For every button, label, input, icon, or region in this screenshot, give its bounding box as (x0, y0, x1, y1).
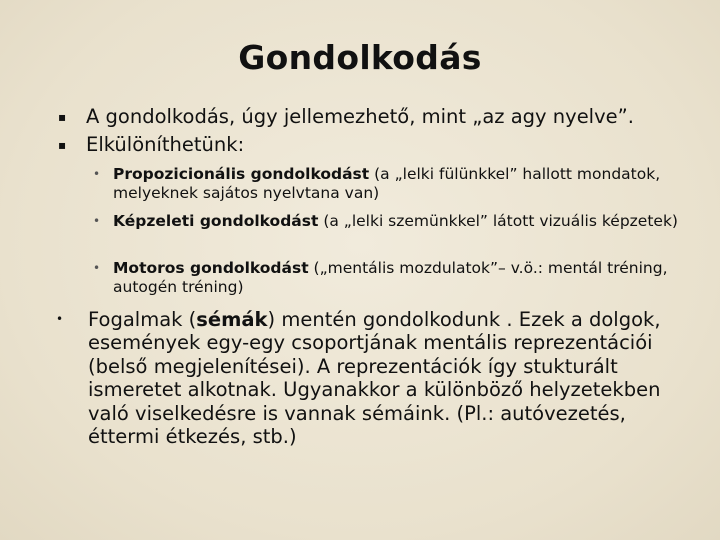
dot-bullet-icon: • (93, 214, 101, 228)
square-bullet-icon: ▪ (58, 138, 67, 152)
bullet-item (58, 132, 245, 158)
paragraph-text-rest: ) mentén gondolkodunk . Ezek a dolgok, események egy-egy csoportjának mentális reprezentációi (belső megjelenítései). A reprezentációk így stukturált ismeretet alkotnak. Ugyanakkor a különböző helyzetekben való viselkedésre is vannak sémáink. (Pl.: autóvezetés, éttermi étkezés, stb.) (88, 308, 661, 449)
sub-item-term: Motoros gondolkodást (113, 259, 309, 277)
square-bullet-icon: ▪ (58, 110, 67, 124)
sub-item-term: Képzeleti gondolkodást (113, 212, 319, 230)
dot-bullet-icon: • (56, 312, 64, 326)
paragraph-text-start: Fogalmak ( (88, 308, 197, 331)
dot-bullet-icon: • (93, 261, 101, 275)
paragraph-item (56, 308, 688, 449)
bullet-item (58, 104, 634, 130)
sub-item-description: (a „lelki fülünkkel” hallott mondatok, melyeknek sajátos nyelvtana van) (113, 165, 661, 202)
bullet-text: A gondolkodás, úgy jellemezhető, mint „az agy nyelve”. (86, 105, 634, 128)
sub-item-description: (a „lelki szemünkkel” látott vizuális képzetek) (318, 212, 678, 230)
sub-item-description: („mentális mozdulatok”– v.ö.: mentál tréning, autogén tréning) (113, 259, 668, 296)
bullet-text: Elkülöníthetünk: (86, 133, 245, 156)
sub-item-term: Propozicionális gondolkodást (113, 165, 370, 183)
dot-bullet-icon: • (93, 167, 101, 181)
paragraph-bold-term: sémák (196, 308, 268, 331)
sub-list-item (93, 259, 693, 297)
slide-title: Gondolkodás (238, 38, 482, 77)
sub-list-item (93, 212, 693, 231)
sub-list-item (93, 165, 693, 203)
